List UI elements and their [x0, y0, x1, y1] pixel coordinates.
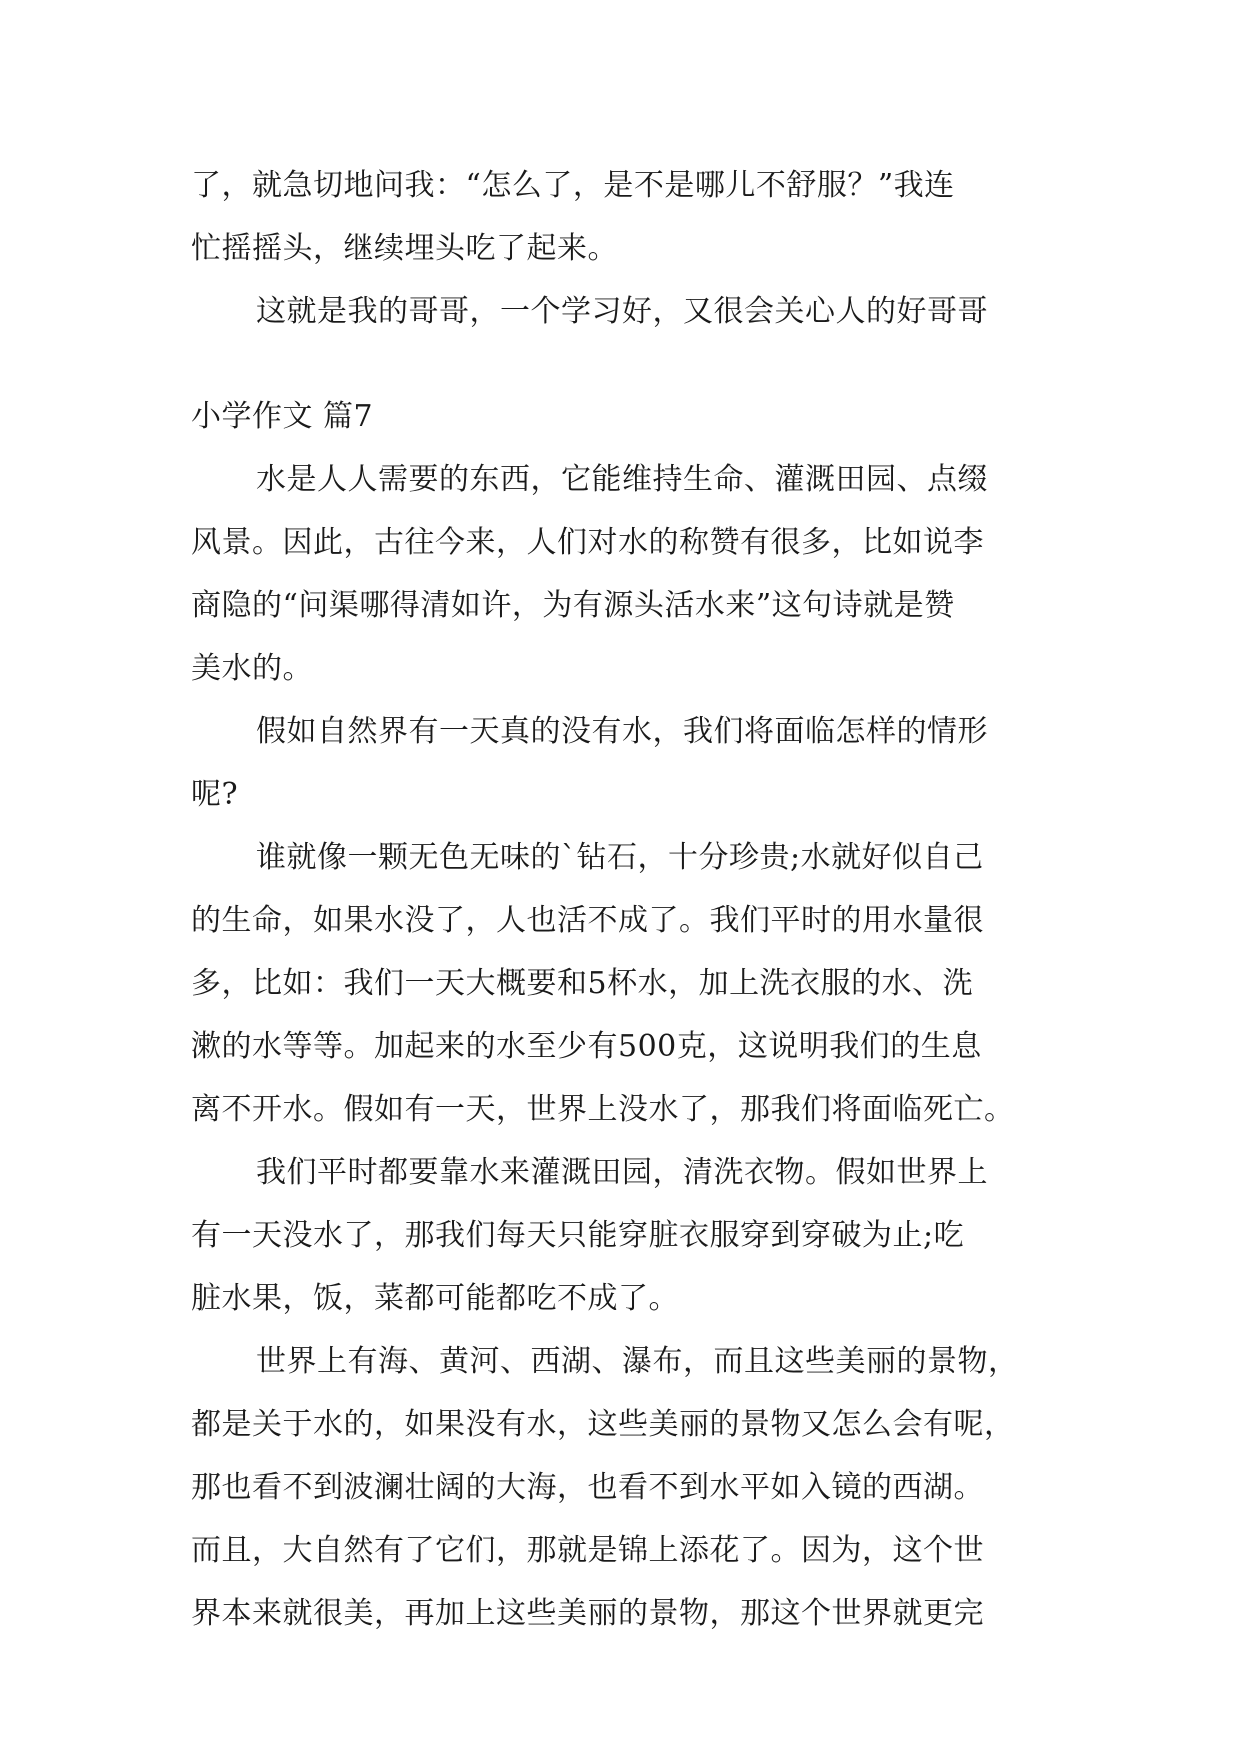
text-line: 商隐的“问渠哪得清如许，为有源头活水来”这句诗就是赞: [191, 588, 955, 623]
text-line: 那也看不到波澜壮阔的大海，也看不到水平如入镜的西湖。: [191, 1470, 984, 1505]
text-line: 风景。因此，古往今来，人们对水的称赞有很多，比如说李: [191, 525, 984, 560]
text-line: 的生命，如果水没了，人也活不成了。我们平时的用水量很: [191, 903, 984, 938]
text-line: 假如自然界有一天真的没有水，我们将面临怎样的情形: [256, 714, 988, 749]
text-line: 多，比如：我们一天大概要和5杯水，加上洗衣服的水、洗: [191, 966, 974, 1001]
text-line: 界本来就很美，再加上这些美丽的景物，那这个世界就更完: [191, 1596, 984, 1631]
text-line: 我们平时都要靠水来灌溉田园，清洗衣物。假如世界上: [256, 1155, 988, 1190]
text-line: 都是关于水的，如果没有水，这些美丽的景物又怎么会有呢，: [191, 1407, 1015, 1442]
text-line: 呢?: [191, 777, 239, 812]
text-line: 美水的。: [191, 651, 313, 686]
text-line: 谁就像一颗无色无味的`钻石，十分珍贵;水就好似自己: [256, 840, 984, 875]
section-heading: 小学作文 篇7: [191, 399, 374, 434]
text-line: 了，就急切地问我：“怎么了，是不是哪儿不舒服？”我连: [191, 168, 955, 203]
text-line: 忙摇摇头，继续埋头吃了起来。: [191, 231, 618, 266]
text-line: 漱的水等等。加起来的水至少有500克，这说明我们的生息: [191, 1029, 982, 1064]
text-line: 世界上有海、黄河、西湖、瀑布，而且这些美丽的景物，: [256, 1344, 1019, 1379]
text-line: 这就是我的哥哥，一个学习好，又很会关心人的好哥哥: [256, 294, 988, 329]
text-line: 离不开水。假如有一天，世界上没水了，那我们将面临死亡。: [191, 1092, 1015, 1127]
text-line: 有一天没水了，那我们每天只能穿脏衣服穿到穿破为止;吃: [191, 1218, 965, 1253]
text-line: 脏水果，饭，菜都可能都吃不成了。: [191, 1281, 679, 1316]
text-line: 水是人人需要的东西，它能维持生命、灌溉田园、点缀: [256, 462, 988, 497]
text-line: 而且，大自然有了它们，那就是锦上添花了。因为，这个世: [191, 1533, 984, 1568]
